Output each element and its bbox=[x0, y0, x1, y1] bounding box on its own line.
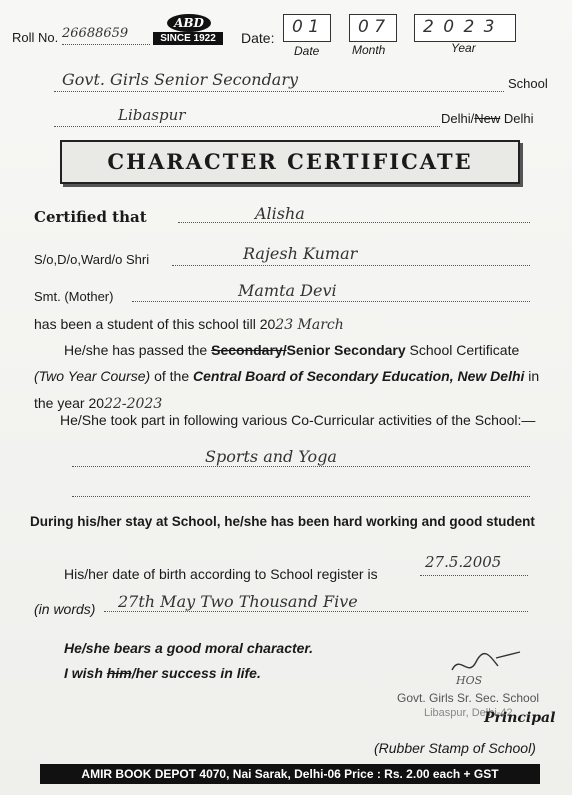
date-day-value: 0 1 bbox=[292, 17, 320, 37]
title-box bbox=[60, 140, 520, 184]
dob-words-dotted-line bbox=[104, 611, 528, 612]
publisher-logo bbox=[153, 14, 223, 46]
principal-label: Principal bbox=[484, 710, 556, 726]
date-label: Date: bbox=[241, 30, 275, 46]
activities-dotted-line-2 bbox=[72, 496, 530, 497]
dob-label: His/her date of birth according to School register is bbox=[64, 566, 378, 582]
secondary-struck: Secondary/ bbox=[211, 342, 287, 358]
dob-words-label: (in words) bbox=[34, 601, 96, 617]
activities-label: He/She took part in following various Co-Curricular activities of the School:— bbox=[60, 412, 536, 428]
certified-label: Certified that bbox=[34, 208, 147, 226]
father-name: Rajesh Kumar bbox=[243, 244, 358, 263]
student-till-line: has been a student of this school till 2023 March bbox=[34, 316, 344, 333]
student-name: Alisha bbox=[255, 204, 305, 223]
school-name-hand: Govt. Girls Senior Secondary bbox=[62, 70, 299, 89]
logo-oval: ABD bbox=[167, 14, 211, 32]
passed-line-1: He/she has passed the Secondary/Senior Secondary School Certificate bbox=[64, 342, 520, 358]
mother-dotted-line bbox=[132, 301, 530, 302]
mother-name: Mamta Devi bbox=[238, 281, 337, 300]
dob-dotted-line bbox=[420, 575, 528, 576]
date-month-caption: Month bbox=[352, 43, 386, 57]
date-month-value: 0 7 bbox=[358, 17, 386, 37]
passed-line-2: (Two Year Course) of the Central Board of Secondary Education, New Delhi in bbox=[34, 368, 540, 384]
activities-value: Sports and Yoga bbox=[205, 447, 337, 466]
activities-dotted-line bbox=[72, 466, 530, 467]
wish-statement: I wish him/her success in life. bbox=[64, 665, 261, 681]
logo-banner: SINCE 1922 bbox=[153, 32, 223, 45]
date-month-box bbox=[349, 14, 397, 42]
school-label: School bbox=[508, 76, 548, 91]
signature-initials: HOS bbox=[456, 674, 483, 687]
conduct-statement: During his/her stay at School, he/she has been hard working and good student bbox=[30, 514, 535, 529]
dob-value: 27.5.2005 bbox=[425, 553, 502, 571]
school-place-hand: Libaspur bbox=[118, 106, 186, 124]
passed-year-line: the year 2022-2023 bbox=[34, 395, 163, 412]
student-till-value: 23 March bbox=[275, 317, 344, 333]
stamp-line-2: Libaspur, Delhi-42 bbox=[424, 707, 513, 719]
place-dotted-line bbox=[54, 126, 440, 127]
date-day-caption: Date bbox=[294, 44, 320, 58]
publisher-footer: AMIR BOOK DEPOT 4070, Nai Sarak, Delhi-06 Price : Rs. 2.00 each + GST bbox=[40, 764, 540, 784]
wish-struck: him bbox=[106, 665, 132, 681]
roll-value: 26688659 bbox=[62, 26, 129, 41]
stamp-line-1: Govt. Girls Sr. Sec. School bbox=[397, 691, 540, 705]
certificate-title: CHARACTER CERTIFICATE bbox=[107, 149, 473, 174]
date-year-caption: Year bbox=[451, 41, 476, 55]
father-dotted-line bbox=[172, 265, 530, 266]
roll-dotted-line bbox=[62, 44, 150, 45]
school-dotted-line bbox=[54, 91, 504, 92]
date-year-value: 2 0 2 3 bbox=[423, 17, 497, 37]
date-day-box bbox=[283, 14, 331, 42]
date-year-box bbox=[414, 14, 516, 42]
moral-statement: He/she bears a good moral character. bbox=[64, 640, 313, 656]
student-dotted-line bbox=[178, 222, 530, 223]
city-label: Delhi/New Delhi bbox=[441, 111, 534, 126]
mother-label: Smt. (Mother) bbox=[34, 289, 114, 304]
city-struck: New bbox=[474, 111, 501, 126]
rubber-stamp-label: (Rubber Stamp of School) bbox=[374, 740, 536, 756]
dob-words-value: 27th May Two Thousand Five bbox=[118, 592, 358, 611]
passed-year-value: 22-2023 bbox=[104, 396, 163, 412]
parent-label: S/o,D/o,Ward/o Shri bbox=[34, 252, 150, 267]
roll-label: Roll No. bbox=[12, 30, 59, 45]
